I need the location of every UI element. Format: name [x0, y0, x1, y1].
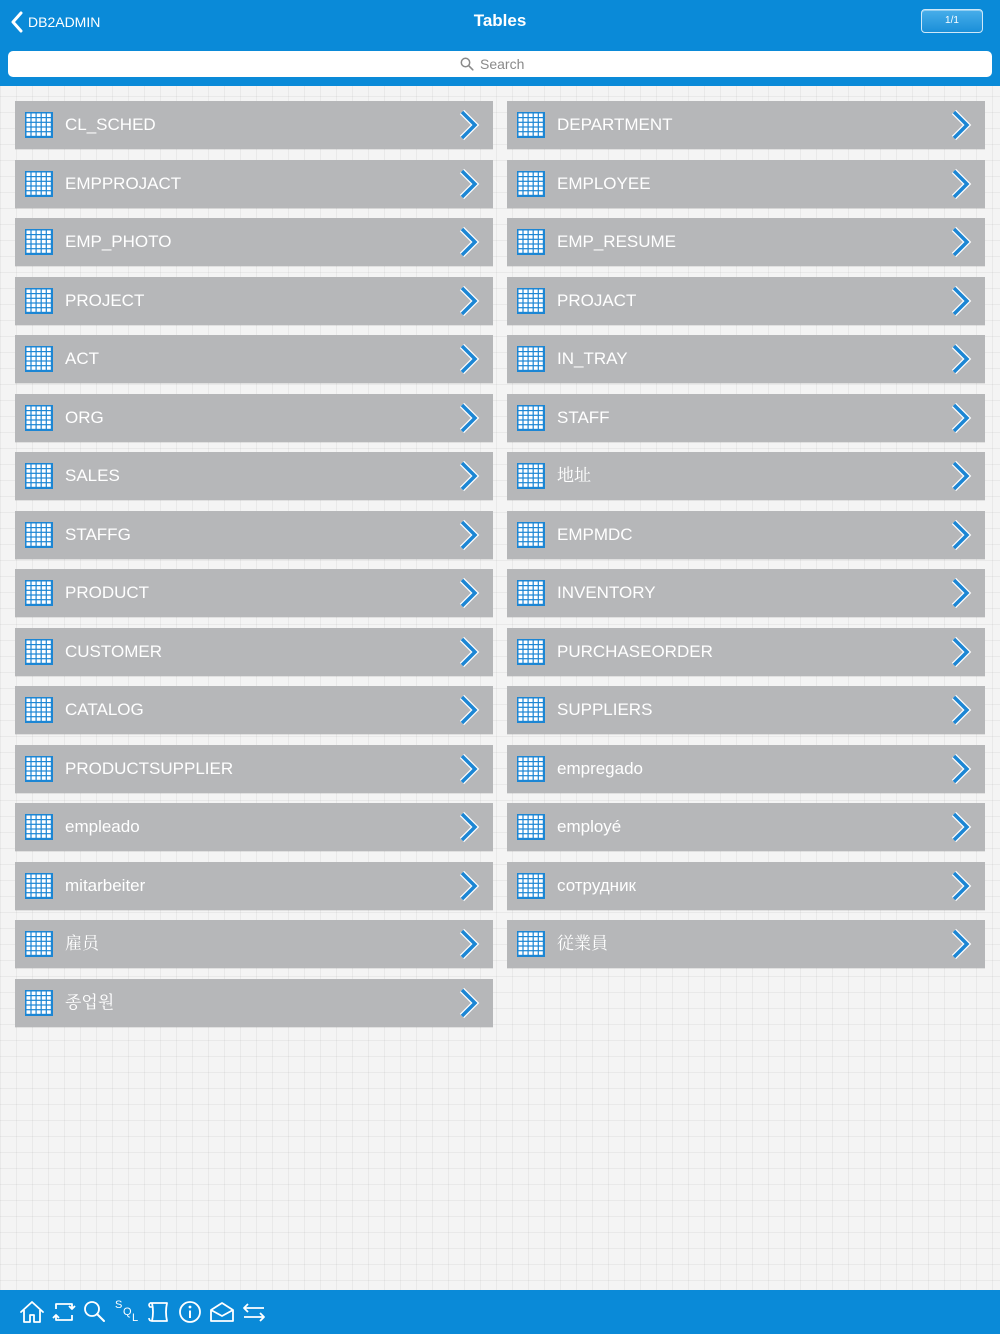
table-row[interactable] [15, 979, 493, 1027]
table-grid-icon [517, 697, 545, 723]
table-name: сотрудник [557, 875, 636, 895]
table-name: CUSTOMER [65, 641, 162, 661]
table-grid-icon [517, 756, 545, 782]
sql-letter-s: S [115, 1299, 123, 1311]
home-icon [18, 1298, 46, 1326]
table-name: EMPMDC [557, 524, 633, 544]
table-name: CATALOG [65, 700, 144, 719]
refresh-button[interactable] [50, 1298, 78, 1326]
chevron-right-icon [950, 226, 972, 258]
table-grid-icon [25, 229, 53, 255]
table-row[interactable] [15, 803, 493, 851]
info-button[interactable] [176, 1298, 204, 1326]
chevron-right-icon [458, 577, 480, 609]
table-name: STAFF [557, 407, 610, 427]
table-name: STAFFG [65, 524, 131, 544]
chevron-right-icon [458, 987, 480, 1019]
chevron-right-icon [458, 285, 480, 317]
table-grid-icon [25, 697, 53, 723]
table-name: 地址 [557, 466, 591, 485]
table-row[interactable] [507, 803, 985, 851]
table-name: PROJECT [65, 290, 145, 310]
table-grid-icon [25, 814, 53, 840]
chevron-right-icon [950, 343, 972, 375]
table-grid-icon [25, 171, 53, 197]
table-name: PRODUCT [65, 583, 150, 602]
table-row[interactable] [15, 452, 493, 500]
table-name: 従業員 [557, 934, 608, 953]
chevron-right-icon [458, 870, 480, 902]
table-grid-icon [25, 346, 53, 372]
table-row[interactable] [507, 101, 985, 149]
table-row[interactable] [507, 277, 985, 325]
table-name: SALES [65, 466, 120, 485]
chevron-right-icon [458, 109, 480, 141]
page-indicator-button[interactable]: 1/1 [921, 9, 983, 33]
navigation-bar [0, 0, 1000, 86]
table-grid-icon [517, 814, 545, 840]
table-row[interactable] [15, 920, 493, 968]
table-name: EMPPROJACT [65, 173, 182, 193]
sql-letter-q: Q [123, 1306, 132, 1318]
info-icon [176, 1298, 204, 1326]
table-row[interactable] [507, 569, 985, 617]
table-grid-icon [517, 229, 545, 255]
chevron-right-icon [950, 811, 972, 843]
chevron-right-icon [458, 402, 480, 434]
table-row[interactable] [507, 218, 985, 266]
sql-letter-l: L [132, 1312, 139, 1324]
table-row[interactable] [507, 686, 985, 734]
table-row[interactable] [507, 452, 985, 500]
table-name: PURCHASEORDER [557, 641, 713, 661]
table-grid-icon [517, 346, 545, 372]
chevron-right-icon [458, 811, 480, 843]
table-grid-icon [25, 756, 53, 782]
chevron-right-icon [950, 928, 972, 960]
table-row[interactable] [507, 745, 985, 793]
table-name: SUPPLIERS [557, 700, 653, 719]
table-name: 雇员 [65, 934, 99, 953]
chevron-right-icon [950, 870, 972, 902]
table-grid-icon [517, 639, 545, 665]
table-name: ACT [65, 349, 99, 368]
home-button[interactable] [18, 1298, 46, 1326]
table-grid-icon [517, 463, 545, 489]
table-grid-icon [517, 405, 545, 431]
mail-icon [208, 1298, 236, 1326]
table-name: EMP_PHOTO [65, 232, 172, 251]
chevron-right-icon [950, 577, 972, 609]
table-grid-icon [25, 522, 53, 548]
table-name: DEPARTMENT [557, 115, 673, 134]
table-name: 종업원 [65, 992, 115, 1012]
table-name: INVENTORY [557, 583, 656, 602]
table-row[interactable] [15, 218, 493, 266]
table-grid-icon [25, 580, 53, 606]
table-name: PRODUCTSUPPLIER [65, 758, 234, 778]
search-icon [460, 57, 474, 71]
table-grid-icon [25, 463, 53, 489]
table-row[interactable] [15, 569, 493, 617]
table-grid-icon [517, 171, 545, 197]
table-row[interactable] [15, 862, 493, 910]
table-row[interactable] [15, 628, 493, 676]
toolbar-search-button[interactable] [81, 1298, 109, 1326]
table-row[interactable] [15, 101, 493, 149]
chevron-right-icon [950, 753, 972, 785]
table-grid-icon [517, 873, 545, 899]
chevron-right-icon [458, 636, 480, 668]
table-grid-icon [25, 405, 53, 431]
table-name: mitarbeiter [65, 875, 146, 895]
sql-button[interactable] [113, 1298, 141, 1326]
sql-icon [113, 1298, 141, 1326]
table-grid-icon [25, 112, 53, 138]
table-grid-icon [517, 288, 545, 314]
chevron-right-icon [950, 402, 972, 434]
scroll-button[interactable] [145, 1298, 173, 1326]
table-name: PROJACT [557, 290, 637, 310]
table-name: EMPLOYEE [557, 173, 651, 193]
table-grid-icon [517, 580, 545, 606]
table-grid-icon [517, 112, 545, 138]
table-name: IN_TRAY [557, 349, 628, 368]
table-name: empleado [65, 817, 140, 836]
table-row[interactable] [15, 745, 493, 793]
transfer-button[interactable] [240, 1298, 268, 1326]
chevron-right-icon [458, 168, 480, 200]
chevron-right-icon [950, 168, 972, 200]
table-row[interactable] [15, 394, 493, 442]
table-row[interactable] [507, 511, 985, 559]
table-row[interactable] [15, 335, 493, 383]
search-bar[interactable] [8, 51, 992, 77]
table-name: empregado [557, 758, 644, 778]
table-row[interactable] [507, 628, 985, 676]
table-name: ORG [65, 407, 104, 427]
table-list [15, 101, 985, 1027]
chevron-right-icon [458, 694, 480, 726]
page-title: Tables [473, 11, 527, 30]
table-name: CL_SCHED [65, 115, 156, 134]
chevron-right-icon [950, 460, 972, 492]
table-row[interactable] [15, 160, 493, 208]
chevron-right-icon [458, 519, 480, 551]
transfer-icon [240, 1298, 268, 1326]
table-row[interactable] [507, 394, 985, 442]
chevron-right-icon [458, 753, 480, 785]
chevron-right-icon [950, 694, 972, 726]
table-name: EMP_RESUME [557, 232, 677, 251]
search-icon [81, 1298, 109, 1326]
chevron-right-icon [458, 928, 480, 960]
table-row[interactable] [507, 862, 985, 910]
table-grid-icon [25, 639, 53, 665]
table-row[interactable] [15, 511, 493, 559]
table-grid-icon [517, 931, 545, 957]
table-grid-icon [25, 990, 53, 1016]
chevron-right-icon [950, 109, 972, 141]
scroll-icon [145, 1298, 173, 1326]
table-grid-icon [25, 931, 53, 957]
bottom-toolbar [0, 1290, 1000, 1334]
table-row[interactable] [507, 920, 985, 968]
chevron-right-icon [950, 636, 972, 668]
chevron-right-icon [458, 226, 480, 258]
table-row[interactable] [507, 335, 985, 383]
chevron-right-icon [458, 460, 480, 492]
mail-button[interactable] [208, 1298, 236, 1326]
table-name: employé [557, 817, 622, 836]
table-row[interactable] [15, 686, 493, 734]
table-row[interactable] [15, 277, 493, 325]
table-row[interactable] [507, 160, 985, 208]
chevron-right-icon [950, 519, 972, 551]
search-input[interactable] [480, 56, 540, 72]
table-grid-icon [25, 288, 53, 314]
back-button-label: DB2ADMIN [28, 14, 101, 30]
chevron-right-icon [458, 343, 480, 375]
table-grid-icon [517, 522, 545, 548]
table-grid-icon [25, 873, 53, 899]
refresh-icon [50, 1298, 78, 1326]
chevron-right-icon [950, 285, 972, 317]
